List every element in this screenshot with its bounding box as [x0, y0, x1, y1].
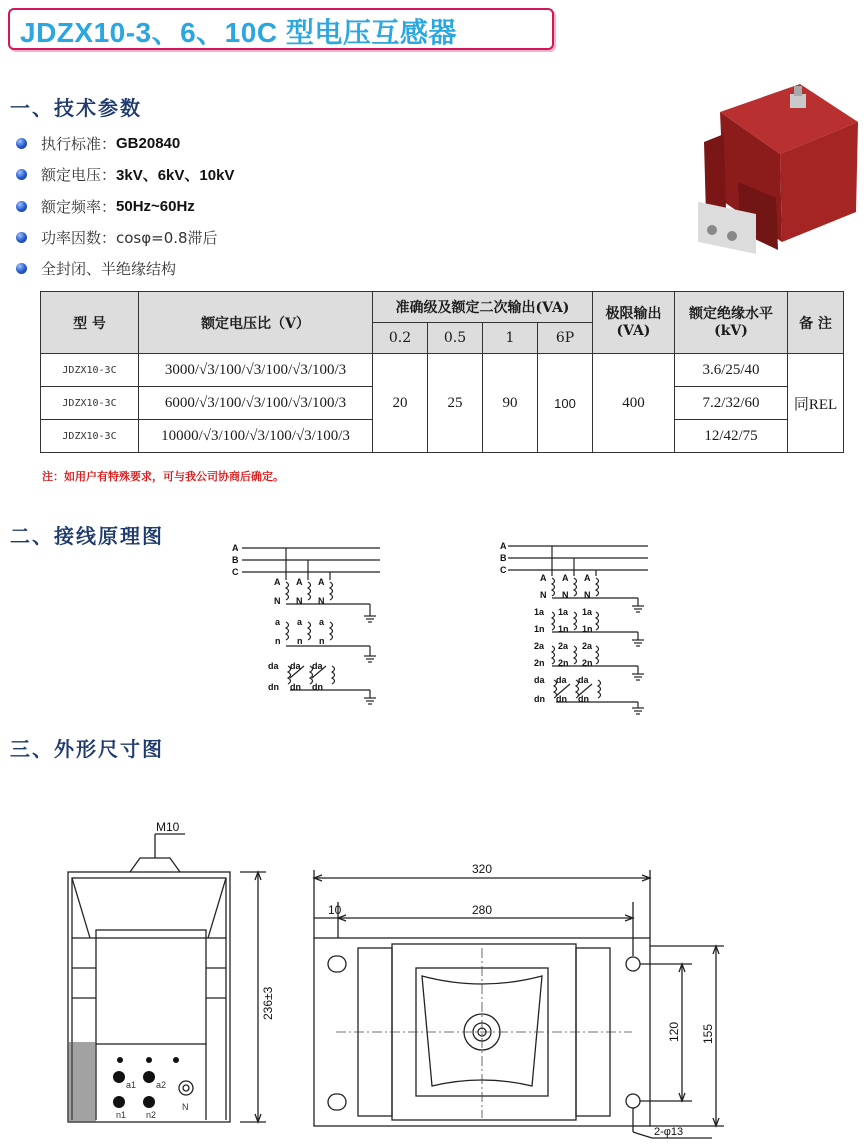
header-insulation-line2: (kV): [714, 322, 748, 339]
terminal-label: 1n: [582, 624, 593, 634]
terminal-label: N: [318, 596, 325, 606]
wiring-diagram-right: [496, 538, 656, 716]
table-row: [41, 354, 844, 387]
header-limit-line1: 极限输出: [605, 305, 662, 322]
cell-limit-output: 400: [593, 354, 675, 453]
terminal-label: a1: [126, 1080, 137, 1090]
header-model: 型 号: [41, 292, 139, 354]
header-acc-class: 1: [483, 323, 538, 354]
width-holes-label: 280: [472, 903, 493, 917]
terminal-label: 2a: [534, 641, 545, 651]
phase-label-c: C: [232, 567, 239, 577]
terminal-label: dn: [268, 682, 279, 692]
terminal-label: N: [584, 590, 591, 600]
bullet-icon: [16, 263, 27, 274]
cell-output-0.2: 20: [373, 354, 428, 453]
terminal-label: A: [584, 573, 591, 583]
phase-label-b: B: [232, 555, 239, 565]
cell-ratio: 6000/√3/100/√3/100/√3/100/3: [139, 387, 373, 420]
terminal-label: 1a: [534, 607, 545, 617]
height-label: 236±3: [261, 986, 275, 1020]
table-note: 注：如用户有特殊要求，可与我公司协商后确定。: [42, 470, 284, 483]
width-total-label: 320: [472, 862, 493, 876]
spec-label: 执行标准：: [41, 134, 117, 153]
cell-output-6p: 100: [538, 354, 593, 453]
terminal-label: da: [268, 661, 279, 671]
spec-value: 50Hz~60Hz: [116, 197, 195, 215]
product-photo: [690, 82, 860, 262]
header-acc-class: 0.2: [373, 323, 428, 354]
phase-label-a: A: [500, 541, 507, 551]
spec-label: 额定电压：: [41, 165, 117, 184]
cell-remark: 同REL: [788, 354, 844, 453]
cell-output-1: 90: [483, 354, 538, 453]
header-insulation: [675, 292, 788, 354]
terminal-label: 1a: [582, 607, 593, 617]
terminal-label: A: [562, 573, 569, 583]
phase-label-b: B: [500, 553, 507, 563]
header-insulation-line1: 额定绝缘水平: [689, 305, 773, 322]
terminal-label: 2n: [582, 658, 593, 668]
terminal-label: da: [312, 661, 323, 671]
terminal-label: dn: [534, 694, 545, 704]
spec-item: [16, 227, 218, 247]
terminal-label: 1n: [558, 624, 569, 634]
spec-item: [16, 258, 176, 278]
header-limit-line2: (VA): [616, 322, 651, 339]
cell-model: JDZX10-3C: [41, 387, 139, 420]
phase-label-c: C: [500, 565, 507, 575]
cell-model: JDZX10-3C: [41, 420, 139, 453]
terminal-label: 2n: [534, 658, 545, 668]
cell-ratio: 10000/√3/100/√3/100/√3/100/3: [139, 420, 373, 453]
depth-label: 155: [701, 1023, 715, 1044]
cell-insulation: 3.6/25/40: [675, 354, 788, 387]
bolt-label: M10: [156, 820, 180, 834]
terminal-label: A: [540, 573, 547, 583]
terminal-label: A: [296, 577, 303, 587]
terminal-label: a2: [156, 1080, 167, 1090]
terminal-label: N: [562, 590, 569, 600]
terminal-label: da: [290, 661, 301, 671]
phase-label-a: A: [232, 543, 239, 553]
terminal-label: dn: [556, 694, 567, 704]
wiring-diagram-left: [230, 538, 390, 708]
terminal-label: dn: [578, 694, 589, 704]
terminal-label: n: [297, 636, 303, 646]
header-acc-class: 0.5: [428, 323, 483, 354]
cell-output-0.5: 25: [428, 354, 483, 453]
terminal-label: n: [275, 636, 281, 646]
terminal-label: a: [275, 617, 281, 627]
section-heading-wiring: 二、接线原理图: [10, 524, 164, 548]
cell-ratio: 3000/√3/100/√3/100/√3/100/3: [139, 354, 373, 387]
hole-spacing-label: 120: [667, 1021, 681, 1042]
terminal-label: dn: [290, 682, 301, 692]
terminal-label: N: [540, 590, 547, 600]
terminal-label: 2n: [558, 658, 569, 668]
terminal-label: a: [297, 617, 303, 627]
cell-insulation: 12/42/75: [675, 420, 788, 453]
terminal-label: N: [182, 1102, 189, 1112]
terminal-label: da: [534, 675, 545, 685]
bullet-icon: [16, 201, 27, 212]
edge-offset-label: 10: [328, 903, 342, 917]
header-accuracy: 准确级及额定二次输出(VA): [373, 292, 593, 323]
terminal-label: 2a: [558, 641, 569, 651]
terminal-label: n1: [116, 1110, 127, 1120]
header-remark: 备 注: [788, 292, 844, 354]
spec-item: [16, 196, 195, 216]
terminal-label: n2: [146, 1110, 157, 1120]
terminal-label: 1a: [558, 607, 569, 617]
cell-model: JDZX10-3C: [41, 354, 139, 387]
terminal-label: n: [319, 636, 325, 646]
terminal-label: A: [274, 577, 281, 587]
terminal-label: a: [319, 617, 325, 627]
terminal-label: da: [556, 675, 567, 685]
bullet-icon: [16, 232, 27, 243]
terminal-label: N: [274, 596, 281, 606]
section-heading-dimensions: 三、外形尺寸图: [10, 737, 164, 761]
terminal-label: da: [578, 675, 589, 685]
terminal-label: A: [318, 577, 325, 587]
terminal-label: 2a: [582, 641, 593, 651]
side-view-drawing: [60, 820, 280, 1130]
page-title: JDZX10-3、6、10C 型电压互感器: [20, 17, 457, 48]
section-heading-specs: 一、技术参数: [10, 96, 142, 120]
spec-label: 功率因数：cosφ=0.8滞后: [41, 228, 218, 247]
spec-label: 全封闭、半绝缘结构: [41, 259, 177, 278]
spec-item: [16, 164, 234, 184]
header-limit-output: [593, 292, 675, 354]
top-view-drawing: [306, 856, 726, 1146]
cell-insulation: 7.2/32/60: [675, 387, 788, 420]
terminal-label: N: [296, 596, 303, 606]
spec-table: [40, 291, 844, 453]
header-acc-class: 6P: [538, 323, 593, 354]
terminal-label: dn: [312, 682, 323, 692]
holes-label: 2-φ13: [654, 1126, 684, 1138]
spec-item: [16, 133, 180, 153]
spec-label: 额定频率：: [41, 197, 117, 216]
spec-value: GB20840: [116, 134, 181, 152]
bullet-icon: [16, 169, 27, 180]
header-ratio: 额定电压比（V）: [139, 292, 373, 354]
spec-value: 3kV、6kV、10kV: [116, 166, 235, 184]
bullet-icon: [16, 138, 27, 149]
terminal-label: 1n: [534, 624, 545, 634]
